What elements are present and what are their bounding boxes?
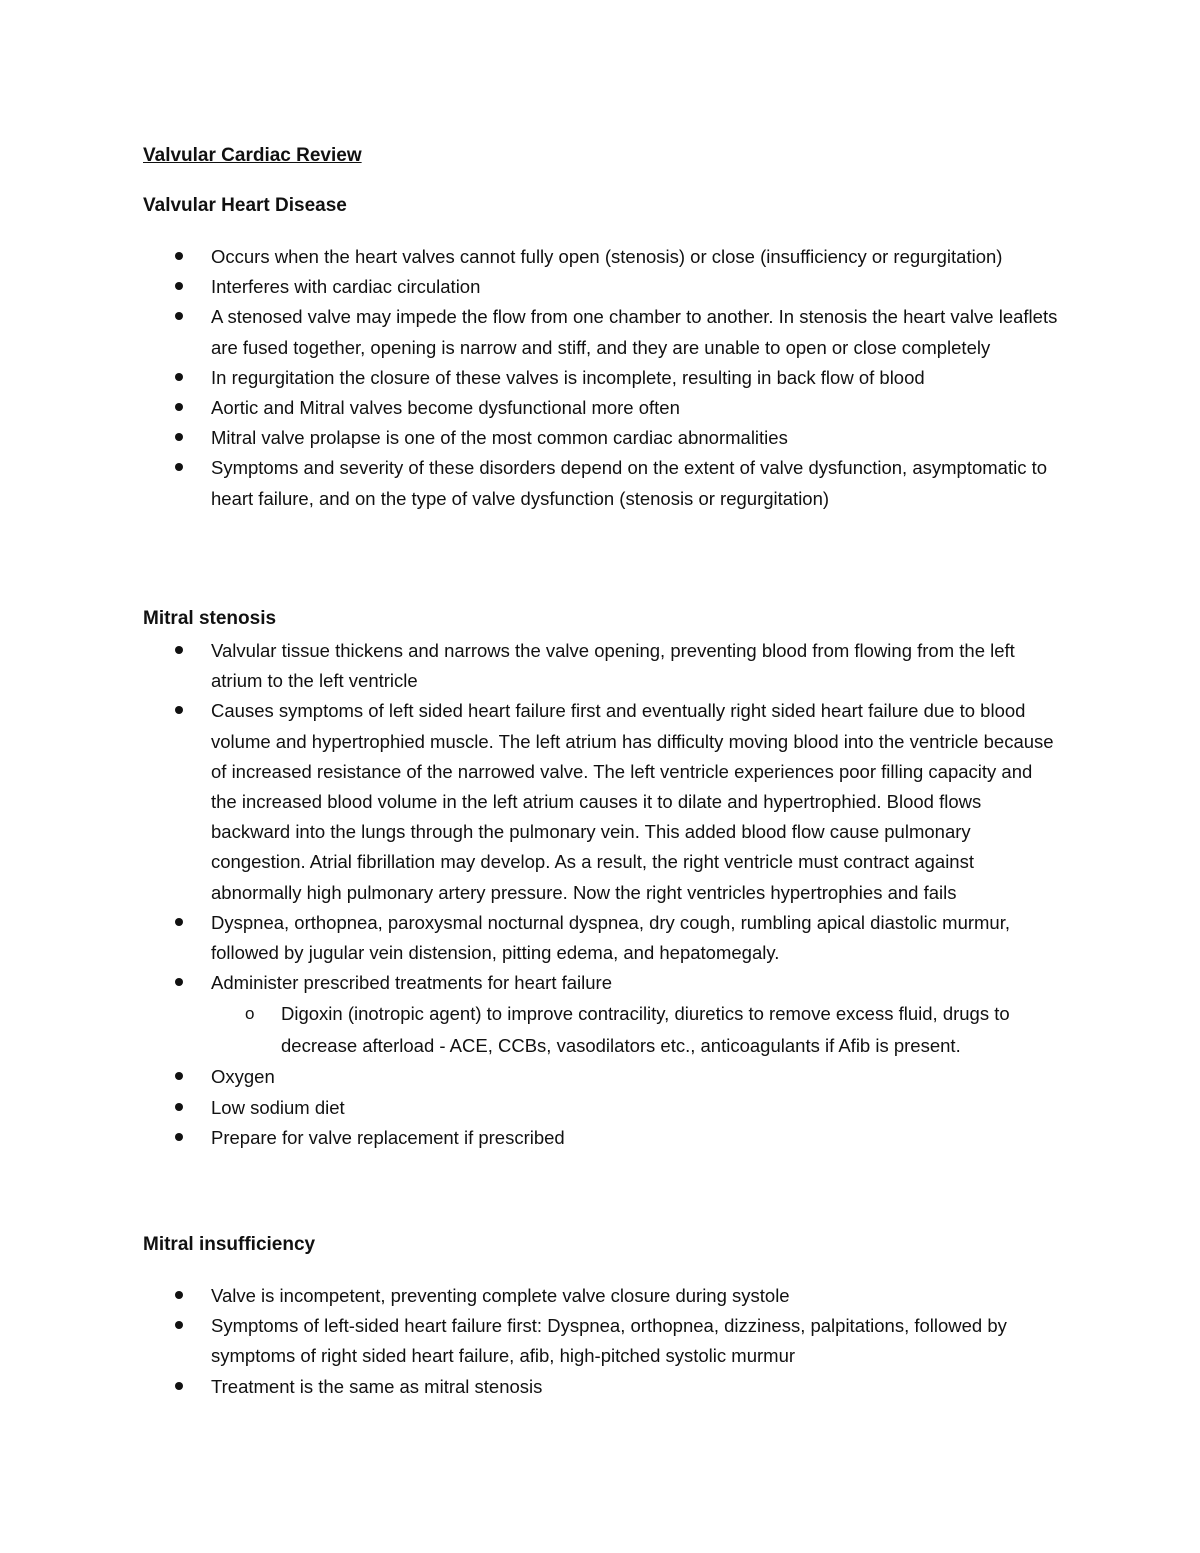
section-heading-mitral-stenosis: Mitral stenosis <box>143 608 277 629</box>
list-item: Low sodium diet <box>0 1093 1061 1123</box>
list-item: Occurs when the heart valves cannot fully open (stenosis) or close (insufficiency or regurgitation) <box>0 242 1061 272</box>
list-item: Symptoms and severity of these disorders depend on the extent of valve dysfunction, asymptomatic to heart failure, and on the type of valve dysfunction (stenosis or regurgitation) <box>0 453 1061 513</box>
sub-list-item: o Digoxin (inotropic agent) to improve contracility, diuretics to remove excess fluid, drugs to decrease afterload - ACE, CCBs, vasodilators etc., anticoagulants if Afib is present. <box>281 998 1046 1062</box>
bullet-icon <box>175 706 183 714</box>
section-heading-valvular-heart-disease: Valvular Heart Disease <box>143 195 347 216</box>
bullet-icon <box>175 646 183 654</box>
bullet-icon <box>175 373 183 381</box>
list-item: Aortic and Mitral valves become dysfunctional more often <box>0 393 1061 423</box>
list-item: Administer prescribed treatments for heart failure o Digoxin (inotropic agent) to improve contracility, diuretics to remove excess fluid, drugs to decrease afterload - ACE, CCBs, vasodilators etc., anticoagulants if Afib is present. <box>0 968 1061 1062</box>
bullet-icon <box>175 1291 183 1299</box>
document-title: Valvular Cardiac Review <box>143 145 362 166</box>
mitral-stenosis-list <box>0 636 1200 1153</box>
bullet-icon <box>175 1072 183 1080</box>
list-item: Interferes with cardiac circulation <box>0 272 1061 302</box>
list-item: Treatment is the same as mitral stenosis <box>0 1372 1061 1402</box>
list-item: Oxygen <box>0 1062 1061 1092</box>
bullet-icon <box>175 252 183 260</box>
bullet-icon <box>175 918 183 926</box>
list-item: Valve is incompetent, preventing complete valve closure during systole <box>0 1281 1061 1311</box>
bullet-icon <box>175 312 183 320</box>
bullet-icon <box>175 1133 183 1141</box>
bullet-icon <box>175 1382 183 1390</box>
bullet-icon <box>175 978 183 986</box>
list-item: A stenosed valve may impede the flow from one chamber to another. In stenosis the heart valve leaflets are fused together, opening is narrow and stiff, and they are unable to open or close completely <box>0 302 1061 362</box>
valvular-heart-disease-list <box>0 242 1200 514</box>
bullet-icon <box>175 282 183 290</box>
list-item: Valvular tissue thickens and narrows the valve opening, preventing blood from flowing from the left atrium to the left ventricle <box>0 636 1061 696</box>
list-item: Dyspnea, orthopnea, paroxysmal nocturnal dyspnea, dry cough, rumbling apical diastolic murmur, followed by jugular vein distension, pitting edema, and hepatomegaly. <box>0 908 1061 968</box>
bullet-icon <box>175 433 183 441</box>
list-item: Prepare for valve replacement if prescribed <box>0 1123 1061 1153</box>
section-heading-mitral-insufficiency: Mitral insufficiency <box>143 1234 316 1255</box>
bullet-icon <box>175 403 183 411</box>
list-item: Symptoms of left-sided heart failure first: Dyspnea, orthopnea, dizziness, palpitations, followed by symptoms of right sided heart failure, afib, high-pitched systolic murmur <box>0 1311 1061 1371</box>
list-item: In regurgitation the closure of these valves is incomplete, resulting in back flow of blood <box>0 363 1061 393</box>
circle-bullet-icon: o <box>245 1004 255 1024</box>
sub-list <box>211 998 1061 1062</box>
bullet-icon <box>175 463 183 471</box>
list-item: Mitral valve prolapse is one of the most common cardiac abnormalities <box>0 423 1061 453</box>
mitral-insufficiency-list <box>0 1281 1200 1402</box>
bullet-icon <box>175 1103 183 1111</box>
bullet-icon <box>175 1321 183 1329</box>
list-item: Causes symptoms of left sided heart failure first and eventually right sided heart failure due to blood volume and hypertrophied muscle. The left atrium has difficulty moving blood into the ventricle because of increased resistance of the narrowed valve. The left ventricle experiences poor filling capacity and the increased blood volume in the left atrium causes it to dilate and hypertrophied. Blood flows backward into the lungs through the pulmonary vein. This added blood flow cause pulmonary congestion. Atrial fibrillation may develop. As a result, the right ventricle must contract against abnormally high pulmonary artery pressure. Now the right ventricles hypertrophies and fails <box>0 696 1061 907</box>
